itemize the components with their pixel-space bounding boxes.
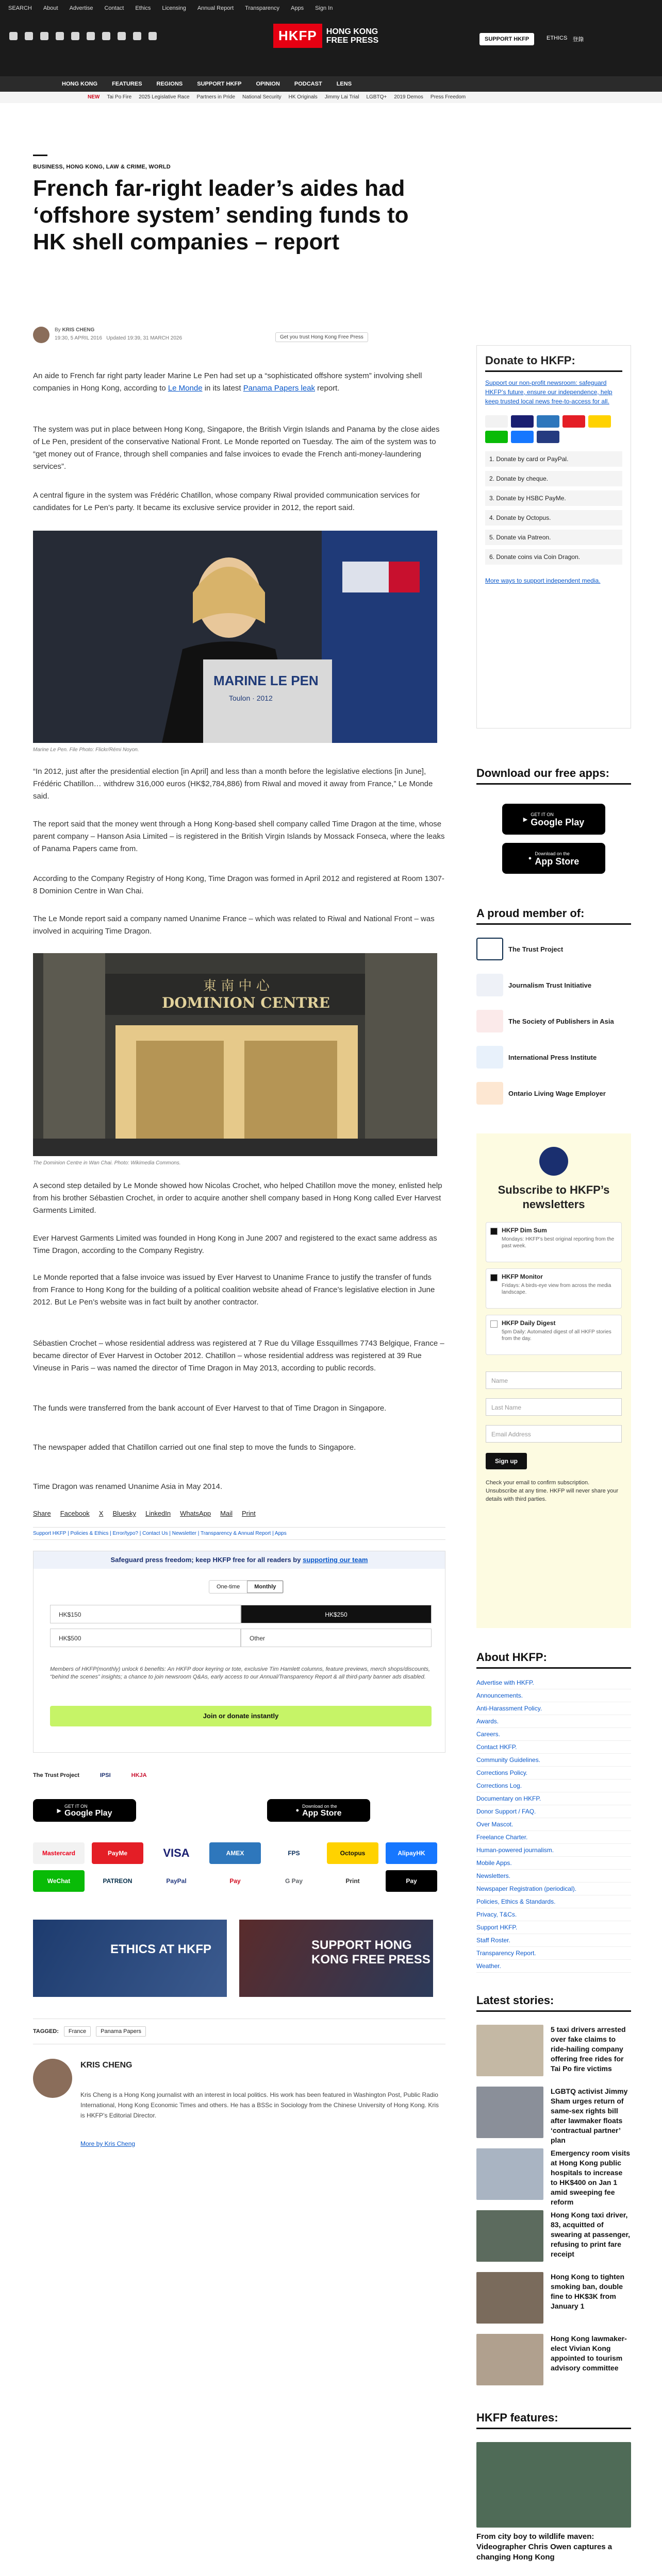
join-donate-button[interactable]: Join or donate instantly [50,1706,432,1726]
telegram-icon[interactable] [102,32,110,40]
author-avatar[interactable] [33,327,49,343]
about-link[interactable]: About [43,5,58,11]
sopa-icon [476,1010,503,1032]
about-link[interactable]: Advertise with HKFP. [476,1676,631,1689]
share-mail[interactable]: Mail [220,1510,233,1517]
about-title: About HKFP: [476,1651,631,1669]
share-print[interactable]: Print [241,1510,256,1517]
nav-features[interactable]: FEATURES [112,81,142,87]
language-links [547,35,584,43]
play-icon: ▶ [523,816,528,823]
about-link[interactable]: Transparency Report. [476,1947,631,1960]
story-thumbnail[interactable] [476,2087,543,2138]
app-store-badge[interactable]: ● Download on the App Store [267,1799,370,1822]
tag-link[interactable]: 2019 Demos [394,94,423,100]
last-name-input[interactable]: Last Name [486,1398,622,1416]
whatsapp-icon[interactable] [118,32,126,40]
payment-method: Octopus [327,1842,378,1864]
annual-report-link[interactable]: Annual Report [197,5,234,11]
about-link[interactable]: Documentary on HKFP. [476,1792,631,1805]
payment-method: FPS [268,1842,320,1864]
share-link[interactable]: Share [33,1510,51,1517]
photo-caption: The Dominion Centre in Wan Chai. Photo: Wikimedia Commons. [33,1160,181,1166]
top-links [8,5,333,11]
chinese-link[interactable]: 登錄 [572,37,584,43]
article-headline: French far-right leader’s aides had ‘offshore system’ sending funds to HK shell companies – report [33,176,409,255]
site-header [0,0,662,76]
feature-story[interactable]: From city boy to wildlife maven: Videographer Chris Owen captures a changing Hong Kong [476,2442,631,2563]
newsletter-option-monitor[interactable]: HKFP Monitor Fridays: A birds-eye view from across the media landscape. [486,1268,622,1309]
newsletter-title: Subscribe to HKFP’s newsletters [498,1183,610,1211]
sign-in-link[interactable]: Sign In [315,5,333,11]
tag-link[interactable]: Partners in Pride [196,94,236,100]
about-link[interactable]: Newsletters. [476,1870,631,1883]
photo-illustration [33,531,437,743]
donate-sidebar-payment-icons [485,415,622,443]
latest-story[interactable]: Hong Kong taxi driver, 83, acquitted of swearing at passenger, refusing to print fare receipt [476,2210,631,2267]
payment-method: Mastercard [33,1842,85,1864]
ipsi-badge[interactable]: IPSI [100,1772,111,1778]
youtube-icon[interactable] [71,32,79,40]
play-icon: ▶ [57,1807,61,1814]
payme-icon [562,415,585,428]
alipay-icon [511,431,534,443]
amount-option[interactable]: HK$150 [50,1605,241,1623]
paragraph: Le Monde reported that a false invoice was issued by Ever Harvest to Unanime France to justify the transfer of funds from France to Hong Kong for the building of a political coalition website ahead of France’s legislative election in June 2012. But Le Pen’s website was in fact built by another contractor. [33,1273,435,1307]
story-thumbnail[interactable] [476,2025,543,2076]
about-link[interactable]: Mobile Apps. [476,1857,631,1870]
x-icon[interactable] [25,32,33,40]
membership-note: Members of HKFP(monthly) unlock 6 benefits: An HKFP door keyring or tote, exclusive Tim Hamlett columns, feature previews, merch shops/discounts, “behind the scenes” insights; a chance to join newsroom Q&As, early access to our Annual/Transparency Report & all third-party banner ads disabled. [50,1666,430,1680]
about-link[interactable]: Over Mascot. [476,1818,631,1831]
about-link[interactable]: Donor Support / FAQ. [476,1805,631,1818]
payment-method: PayMe [92,1842,143,1864]
publish-dates: 19:30, 5 APRIL 2016 Updated 19:39, 31 MARCH 2026 [55,335,183,341]
latest-story[interactable]: 5 taxi drivers arrested over fake claims to ride-hailing company offering free rides for Tai Po fire victims [476,2025,631,2081]
article-categories[interactable]: BUSINESS, HONG KONG, LAW & CRIME, WORLD [33,164,171,170]
author-box [33,2059,445,2162]
trending-tags [0,92,662,103]
story-thumbnail[interactable] [476,2272,543,2324]
paragraph: A central figure in the system was Frédéric Chatillon, whose company Riwal provided communication services for candidates for Le Pen’s party. It became its exclusive service provider in 2012, the report said. [33,491,420,512]
payment-method: PayPal [151,1870,202,1892]
hkfp-round-icon [539,1147,568,1176]
ethics-link[interactable]: Ethics [135,5,151,11]
about-link[interactable]: Newspaper Registration (periodical). [476,1883,631,1895]
checkbox-checked[interactable] [490,1228,498,1235]
share-linkedin[interactable]: LinkedIn [145,1510,171,1517]
donate-header: Safeguard press freedom; keep HKFP free for all readers by supporting our team [34,1551,445,1569]
svg-text:MARINE LE PEN: MARINE LE PEN [213,673,319,688]
story-thumbnail[interactable] [476,2210,543,2262]
sign-english: DOMINION CENTRE [162,994,330,1011]
about-link[interactable]: Contact HKFP. [476,1741,631,1754]
linkedin-icon[interactable] [87,32,95,40]
sign-up-button[interactable]: Sign up [486,1453,527,1469]
amount-option-other[interactable]: Other [241,1629,432,1647]
more-by-author-link[interactable]: More by Kris Cheng [80,2140,136,2147]
story-thumbnail[interactable] [476,2148,543,2200]
payment-method: Pay [386,1870,437,1892]
sign-chinese: 東 南 中 心 [203,978,270,994]
facebook-icon[interactable] [9,32,18,40]
story-thumbnail[interactable] [476,2334,543,2385]
about-link[interactable]: Weather. [476,1960,631,1973]
contact-link[interactable]: Contact [104,5,124,11]
payment-method: WeChat [33,1870,85,1892]
paragraph: The system was put in place between Hong Kong, Singapore, the British Virgin Islands and Panama by the close aides of Le Pen, president of the conservative National Front. Le Monde reported on Tuesday. The aim of the system was to “get money out of France, through shell companies and false invoices to evade the French anti-money-laundering services”. [33,425,440,471]
donate-method[interactable]: 3. Donate by HSBC PayMe. [485,490,622,506]
tagged-bar [33,2019,445,2044]
author-photo[interactable] [33,2059,72,2098]
article-footer-links[interactable]: Support HKFP | Policies & Ethics | Error/typo? | Contact Us | Newsletter | Transparency & Annual Report | Apps [33,1527,445,1540]
nav-support[interactable]: SUPPORT HKFP [197,81,242,87]
photo-illustration [33,953,437,1156]
tag-link[interactable]: LGBTQ+ [366,94,387,100]
newsletter-option-dim-sum[interactable]: HKFP Dim Sum Mondays: HKFP’s best original reporting from the past week. [486,1222,622,1262]
latest-story[interactable]: LGBTQ activist Jimmy Sham urges return of same-sex rights bill after lawmaker floats ‘contractual partner’ plan [476,2087,631,2143]
nav-hong-kong[interactable]: HONG KONG [62,81,98,87]
member-badge[interactable]: The Society of Publishers in Asia [476,1010,614,1032]
byline [33,326,456,346]
payment-method: VISA [151,1842,202,1864]
latest-story[interactable]: Hong Kong to tighten smoking ban, double fine to HK$3K from January 1 [476,2272,631,2329]
instagram-icon[interactable] [40,32,48,40]
share-bluesky[interactable]: Bluesky [112,1510,136,1517]
nav-regions[interactable]: REGIONS [156,81,183,87]
about-link[interactable]: Awards. [476,1715,631,1728]
donate-method[interactable]: 4. Donate by Octopus. [485,510,622,526]
tag-link[interactable]: 2025 Legislative Race [139,94,190,100]
trust-project-icon [476,938,503,960]
rss-icon[interactable] [148,32,157,40]
paragraph: “In 2012, just after the presidential election [in April] and less than a month before the legislative elections [in June], Frédéric Chatillon… withdrew 316,000 euros (HK$2,784,886) from Riwal and moved it away from France,” Le Monde said. [33,767,433,801]
donate-module [33,1551,445,1753]
photo-caption: Marine Le Pen. File Photo: Flickr/Rémi Noyon. [33,747,139,753]
donate-sidebar [476,345,631,728]
octopus-icon [588,415,611,428]
ethics-header-link[interactable]: ETHICS [547,35,568,41]
social-icons [9,32,157,40]
wechat-icon [485,431,508,443]
le-monde-link[interactable]: Le Monde [168,384,203,393]
about-link[interactable]: Community Guidelines. [476,1754,631,1767]
amex-icon [537,415,559,428]
member-badge[interactable]: The Trust Project [476,938,563,960]
tag-link[interactable]: Jimmy Lai Trial [324,94,359,100]
ipi-icon [476,1046,503,1069]
sidebar-google-play-badge[interactable]: ▶ GET IT ON Google Play [502,804,605,835]
apple-icon: ● [295,1807,300,1814]
paragraph: The funds were transferred from the bank account of Ever Harvest to that of Time Dragon in Singapore. [33,1404,387,1413]
threads-icon[interactable] [56,32,64,40]
author-box-name[interactable]: KRIS CHENG [80,2061,133,2070]
nav-podcast[interactable]: PODCAST [294,81,322,87]
more-ways-link[interactable]: More ways to support independent media. [485,577,601,584]
about-links [476,1676,631,1973]
logo-mark: HKFP [273,24,322,48]
about-link[interactable]: Careers. [476,1728,631,1741]
newsletter-signup [476,1133,631,1628]
tag-link[interactable]: National Security [242,94,282,100]
share-whatsapp[interactable]: WhatsApp [180,1510,211,1517]
bluesky-icon[interactable] [133,32,141,40]
apps-title: Download our free apps: [476,767,631,785]
visa-icon [511,415,534,428]
payment-method: Print [327,1870,378,1892]
advertise-link[interactable]: Advertise [69,5,93,11]
payment-method: Pay [209,1870,261,1892]
paragraph: A second step detailed by Le Monde showed how Nicolas Crochet, who helped Chatillon move the money, enlisted help from his brother Sébastien Crochet, in order to acquire another shell company based in Hong Kong called Ever Harvest Garments Limited. [33,1181,442,1215]
sidebar-app-store-badge[interactable]: ● Download on the App Store [502,843,605,874]
paragraph: Time Dragon was renamed Unanime Asia in May 2014. [33,1482,223,1491]
share-facebook[interactable]: Facebook [60,1510,90,1517]
paragraph: According to the Company Registry of Hong Kong, Time Dragon was formed in April 2012 and registered at Room 1307-8 Dominion Centre in Wan Chai. [33,874,444,895]
newsletter-option-daily[interactable]: HKFP Daily Digest 5pm Daily: Automated digest of all HKFP stories from the day. [486,1315,622,1355]
checkbox-unchecked[interactable] [490,1320,498,1328]
main-nav [0,76,662,92]
tag-chip[interactable]: France [64,2026,91,2037]
feature-thumbnail[interactable] [476,2442,631,2528]
payment-method: AlipayHK [386,1842,437,1864]
latest-story[interactable]: Emergency room visits at Hong Kong public hospitals to increase to HK$400 on Jan 1 amid sweeping fee reform [476,2148,631,2205]
frequency-toggle [209,1580,284,1594]
google-play-badge[interactable]: ▶ GET IT ON Google Play [33,1799,136,1822]
logo-line-1: HONG KONG [326,27,378,36]
freq-monthly[interactable]: Monthly [247,1581,283,1593]
latest-title: Latest stories: [476,1994,631,2012]
photo-dominion-centre [33,953,437,1156]
transparency-link[interactable]: Transparency [245,5,279,11]
member-title: A proud member of: [476,907,631,925]
paragraph: The Le Monde report said a company named Unanime France – which was related to Riwal and National Front – was involved in acquiring Time Dragon. [33,914,435,936]
share-x[interactable]: X [98,1510,104,1517]
svg-text:Toulon · 2012: Toulon · 2012 [229,694,273,702]
member-badge[interactable]: International Press Institute [476,1046,597,1069]
nav-opinion[interactable]: OPINION [256,81,280,87]
about-link[interactable]: Privacy, T&Cs. [476,1908,631,1921]
author-bio: Kris Cheng is a Hong Kong journalist with an interest in local politics. His work has been featured in Washington Post, Public Radio International, Hong Kong Economic Times and others. He has a BSSc in Sociology from the Chinese University of Hong Kong. Kris is HKFP’s Editorial Director. [80,2091,439,2119]
licensing-link[interactable]: Licensing [162,5,186,11]
features-title: HKFP features: [476,2411,631,2429]
payment-method: AMEX [209,1842,261,1864]
payment-method: PATREON [92,1870,143,1892]
about-link[interactable]: Corrections Log. [476,1780,631,1792]
logo-line-2: FREE PRESS [326,36,379,45]
tagged-label: TAGGED: [33,2028,59,2035]
new-badge: NEW [88,94,100,100]
payment-method: G Pay [268,1870,320,1892]
support-team-link[interactable]: supporting our team [303,1556,368,1564]
paragraph: The newspaper added that Chatillon carried out one final step to move the funds to Singapore. [33,1443,356,1452]
about-link[interactable]: Policies, Ethics & Standards. [476,1895,631,1908]
support-promo[interactable]: SUPPORT HONG KONG FREE PRESS [239,1920,433,1997]
donate-method[interactable]: 2. Donate by cheque. [485,471,622,486]
trust-project-badge[interactable]: The Trust Project [33,1772,79,1778]
paypal-icon [537,431,559,443]
newsletter-note: Check your email to confirm subscription. Unsubscribe at any time. HKFP will never share your details with third parties. [486,1480,619,1502]
donate-method[interactable]: 5. Donate via Patreon. [485,530,622,545]
apps-link[interactable]: Apps [291,5,304,11]
amount-option-selected[interactable]: HK$250 [241,1605,432,1623]
tag-link[interactable]: Press Freedom [430,94,466,100]
payment-methods [33,1842,445,1892]
google-news-button[interactable]: Get you trust Hong Kong Free Press [275,332,368,342]
name-input[interactable]: Name [486,1371,622,1389]
paragraph: Sébastien Crochet – whose residential address was registered at 7 Rue du Village Essquillmes 7743 Belgique, France – became director of Ever Harvest in October 2012. Chatillon – whose residential address was registered at 39 Rue Vineuse in Paris – was named the director of Time Dragon in May 2013, according to public records. [33,1339,444,1372]
apple-icon: ● [528,855,532,861]
about-link[interactable]: Announcements. [476,1689,631,1702]
panama-papers-link[interactable]: Panama Papers leak [243,384,315,393]
jti-icon [476,974,503,996]
ethics-promo[interactable]: ETHICS AT HKFP [33,1920,227,1997]
support-hkfp-button[interactable]: SUPPORT HKFP [479,33,534,45]
checkbox-checked[interactable] [490,1274,498,1281]
about-link[interactable]: Corrections Policy. [476,1767,631,1780]
paragraph: Ever Harvest Garments Limited was founded in Hong Kong in June 2007 and registered to the exact same address as Time Dragon, according to the Company Registry. [33,1234,437,1255]
tag-chip[interactable]: Panama Papers [96,2026,146,2037]
tag-link[interactable]: HK Originals [288,94,318,100]
paragraph: The report said that the money went through a Hong Kong-based shell company called Time Dragon at the time, whose parent company – Hanson Asia Limited – is registered in the British Virgin Islands by Mossack Fonseca, where the leaks of Panama Papers came from. [33,820,445,853]
donate-method[interactable]: 6. Donate coins via Coin Dragon. [485,549,622,565]
about-link[interactable]: Staff Roster. [476,1934,631,1947]
app-store-badges [33,1799,370,1822]
about-link[interactable]: Anti-Harassment Policy. [476,1702,631,1715]
hkfp-logo[interactable] [273,24,378,48]
donate-intro[interactable]: Support our non-profit newsroom: safeguard HKFP’s future, ensure our independence, help keep trusted local news free-to-access for all. [485,379,613,405]
donate-methods [485,451,622,565]
share-bar [33,1510,256,1517]
living-wage-icon [476,1082,503,1105]
donate-sidebar-title: Donate to HKFP: [485,354,622,372]
photo-marine-le-pen [33,531,437,743]
hkja-badge[interactable]: HKJA [131,1772,147,1778]
logo-words [326,27,378,45]
freq-one-time[interactable]: One-time [217,1584,240,1590]
category-rule [33,155,47,156]
mastercard-icon [485,415,508,428]
nav-lens[interactable]: LENS [336,81,352,87]
paragraph: An aide to French far right party leader Marine Le Pen had set up a “sophisticated offshore system” involving shell companies in Hong Kong, according to Le Monde in its latest Panama Papers leak report. [33,371,422,393]
author-name[interactable]: By KRIS CHENG [55,327,95,333]
donate-method[interactable]: 1. Donate by card or PayPal. [485,451,622,467]
search-link[interactable]: SEARCH [8,5,32,11]
member-badge[interactable]: Ontario Living Wage Employer [476,1082,606,1105]
tag-link[interactable]: Tai Po Fire [107,94,132,100]
amount-option[interactable]: HK$500 [50,1629,241,1647]
about-link[interactable]: Freelance Charter. [476,1831,631,1844]
member-badge[interactable]: Journalism Trust Initiative [476,974,591,996]
latest-story[interactable]: Hong Kong lawmaker-elect Vivian Kong appointed to tourism advisory committee [476,2334,631,2391]
about-link[interactable]: Human-powered journalism. [476,1844,631,1857]
about-link[interactable]: Support HKFP. [476,1921,631,1934]
email-input[interactable]: Email Address [486,1425,622,1443]
partner-badges [33,1772,147,1778]
